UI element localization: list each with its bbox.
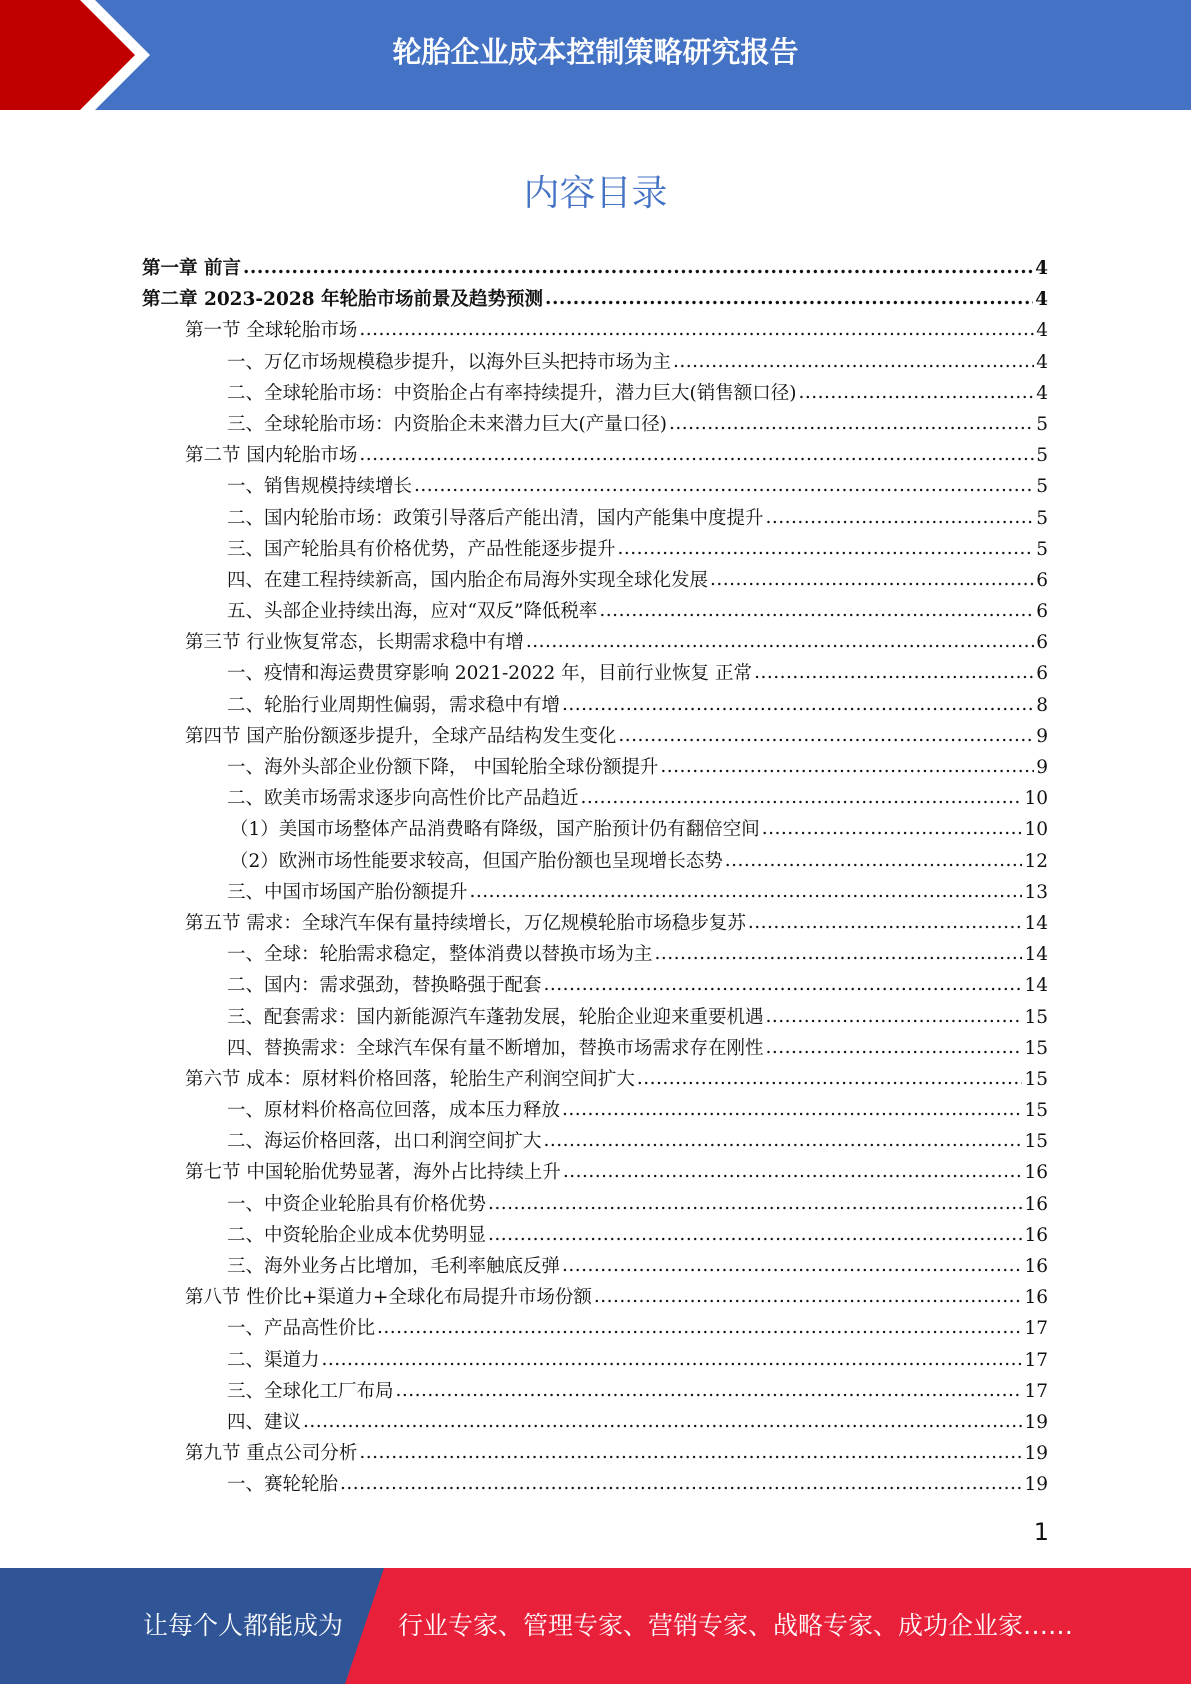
toc-entry[interactable] (142, 658, 1048, 689)
toc-entry-page: 15 (1024, 1006, 1048, 1028)
toc-entry-page: 16 (1024, 1287, 1048, 1309)
toc-entry-title: 五、头部企业持续出海，应对“双反”降低税率 (227, 601, 598, 623)
toc-leader-dots (637, 1063, 1023, 1094)
toc-leader-dots (243, 252, 1033, 283)
toc-entry[interactable] (142, 315, 1048, 346)
toc-leader-dots (660, 751, 1034, 782)
toc-entry-title: 二、国内：需求强劲，替换略强于配套 (227, 975, 542, 997)
toc-leader-dots (414, 470, 1034, 501)
toc-leader-dots (562, 689, 1034, 720)
toc-entry-page: 6 (1036, 663, 1048, 685)
toc-entry-page: 4 (1035, 258, 1048, 279)
toc-entry-page: 10 (1024, 788, 1048, 810)
toc-entry-page: 19 (1024, 1474, 1048, 1496)
toc-leader-dots (303, 1406, 1022, 1437)
footer-slogan-left: 让每个人都能成为 (143, 1611, 344, 1640)
toc-entry[interactable] (142, 1251, 1048, 1282)
toc-entry-title: 一、产品高性价比 (227, 1318, 376, 1340)
toc-leader-dots (488, 1219, 1022, 1250)
toc-entry-page: 17 (1024, 1380, 1048, 1402)
toc-entry-title: 第二节 国内轮胎市场 (185, 445, 358, 467)
toc-entry-page: 4 (1035, 289, 1048, 311)
toc-entry-page: 8 (1036, 694, 1048, 716)
toc-entry-title: 一、原材料价格高位回落，成本压力释放 (227, 1100, 561, 1122)
toc-entry-title: （2）欧洲市场性能要求较高，但国产胎份额也呈现增长态势 (230, 850, 723, 872)
toc-entry[interactable] (142, 939, 1048, 970)
toc-entry[interactable] (142, 783, 1048, 814)
toc-leader-dots (618, 720, 1034, 751)
toc-entry-title: 三、全球轮胎市场：内资胎企未来潜力巨大(产量口径) (227, 413, 667, 435)
toc-leader-dots (599, 595, 1034, 626)
toc-entry-page: 12 (1024, 850, 1048, 872)
toc-entry[interactable] (142, 1345, 1048, 1376)
toc-entry-title: 一、销售规模持续增长 (227, 476, 413, 498)
toc-entry-page: 19 (1024, 1411, 1048, 1433)
toc-entry-page: 16 (1024, 1193, 1048, 1215)
toc-entry-page: 14 (1024, 975, 1048, 997)
toc-entry-title: 三、配套需求：国内新能源汽车蓬勃发展，轮胎企业迎来重要机遇 (227, 1006, 764, 1028)
toc-entry-title: 二、全球轮胎市场：中资胎企占有率持续提升，潜力巨大(销售额口径) (227, 382, 797, 404)
toc-entry-page: 16 (1024, 1256, 1048, 1277)
toc-leader-dots (359, 439, 1034, 470)
toc-leader-dots (618, 533, 1035, 564)
toc-leader-dots (655, 938, 1023, 969)
toc-entry[interactable] (142, 970, 1048, 1001)
toc-entry-page: 9 (1036, 725, 1048, 747)
toc-entry-title: 二、渠道力 (227, 1349, 320, 1371)
toc-entry-page: 6 (1036, 601, 1048, 623)
toc-leader-dots (581, 782, 1023, 813)
toc-entry[interactable] (142, 284, 1048, 315)
toc-leader-dots (762, 813, 1023, 844)
toc-entry[interactable] (142, 253, 1048, 284)
toc-entry-page: 4 (1036, 351, 1048, 373)
toc-leader-dots (359, 314, 1034, 345)
toc-entry[interactable] (142, 1220, 1048, 1251)
toc-entry-page: 5 (1036, 476, 1048, 498)
toc-leader-dots (798, 377, 1034, 408)
toc-entry-page: 17 (1024, 1318, 1048, 1340)
toc-leader-dots (545, 283, 1033, 314)
toc-entry-title: 四、在建工程持续新高，国内胎企布局海外实现全球化发展 (227, 569, 709, 591)
toc-entry-title: 第二章 2023-2028 年轮胎市场前景及趋势预测 (142, 289, 544, 311)
toc-entry[interactable] (142, 846, 1048, 877)
toc-leader-dots (766, 502, 1035, 533)
toc-entry[interactable] (142, 596, 1048, 627)
toc-entry-page: 5 (1036, 413, 1048, 435)
toc-entry-title: 第五节 需求：全球汽车保有量持续增长，万亿规模轮胎市场稳步复苏 (185, 912, 746, 934)
toc-entry[interactable] (142, 1126, 1048, 1157)
toc-entry[interactable] (142, 1313, 1048, 1344)
toc-entry-title: 第九节 重点公司分析 (185, 1443, 358, 1465)
toc-heading: 内容目录 (523, 173, 668, 214)
toc-entry[interactable] (142, 1282, 1048, 1313)
toc-entry-title: 第八节 性价比+渠道力+全球化布局提升市场份额 (185, 1287, 592, 1309)
toc-entry[interactable] (142, 690, 1048, 721)
toc-leader-dots (766, 1001, 1023, 1032)
toc-entry[interactable] (142, 1095, 1048, 1126)
toc-leader-dots (544, 969, 1023, 1000)
toc-entry-page: 14 (1024, 912, 1048, 934)
toc-entry-page: 6 (1036, 632, 1048, 654)
toc-leader-dots (562, 1094, 1022, 1125)
toc-entry-title: 四、建议 (227, 1411, 302, 1433)
toc-entry-page: 4 (1036, 382, 1048, 404)
toc-entry-page: 16 (1024, 1224, 1048, 1246)
toc-entry-title: 二、国内轮胎市场：政策引导落后产能出清，国内产能集中度提升 (227, 507, 764, 529)
toc-entry[interactable] (142, 1033, 1048, 1064)
toc-leader-dots (669, 408, 1034, 439)
toc-entry[interactable] (142, 1438, 1048, 1469)
toc-entry[interactable] (142, 565, 1048, 596)
toc-entry[interactable] (142, 1469, 1048, 1500)
toc-entry-page: 19 (1024, 1443, 1048, 1465)
toc-entry-title: 第七节 中国轮胎优势显著，海外占比持续上升 (185, 1162, 561, 1184)
toc-entry-title: 二、轮胎行业周期性偏弱，需求稳中有增 (227, 694, 561, 716)
toc-leader-dots (673, 346, 1034, 377)
toc-entry[interactable] (142, 534, 1048, 565)
toc-leader-dots (562, 1250, 1022, 1281)
toc-entry-title: 一、疫情和海运费贯穿影响 2021-2022 年，目前行业恢复 正常 (227, 663, 753, 685)
toc-leader-dots (766, 1032, 1023, 1063)
toc-entry[interactable] (142, 627, 1048, 658)
toc-entry-page: 14 (1024, 944, 1048, 966)
toc-entry[interactable] (142, 814, 1048, 845)
toc-leader-dots (725, 845, 1023, 876)
toc-leader-dots (470, 876, 1023, 907)
toc-entry-page: 5 (1036, 445, 1048, 467)
toc-entry[interactable] (142, 440, 1048, 471)
toc-entry-page: 15 (1024, 1100, 1048, 1122)
page-number: 1 (1033, 1518, 1049, 1546)
toc-entry[interactable] (142, 721, 1048, 752)
toc-entry-title: （1）美国市场整体产品消费略有降级，国产胎预计仍有翻倍空间 (230, 819, 760, 841)
toc-leader-dots (377, 1312, 1022, 1343)
toc-entry-page: 10 (1024, 819, 1048, 841)
toc-entry-page: 6 (1036, 569, 1048, 591)
toc-entry-title: 第三节 行业恢复常态，长期需求稳中有增 (185, 632, 524, 654)
toc-entry-page: 9 (1036, 757, 1048, 778)
toc-leader-dots (322, 1344, 1023, 1375)
table-of-contents (142, 253, 1048, 1501)
report-header (0, 0, 1191, 110)
toc-entry-page: 5 (1036, 507, 1048, 529)
toc-leader-dots (488, 1188, 1022, 1219)
toc-entry-title: 三、国产轮胎具有价格优势，产品性能逐步提升 (227, 538, 616, 560)
toc-entry-page: 15 (1024, 1068, 1048, 1090)
toc-leader-dots (594, 1281, 1023, 1312)
toc-entry[interactable] (142, 1064, 1048, 1095)
toc-entry-title: 第四节 国产胎份额逐步提升，全球产品结构发生变化 (185, 725, 617, 747)
toc-entry[interactable] (142, 1189, 1048, 1220)
toc-leader-dots (340, 1468, 1022, 1499)
toc-entry-title: 三、中国市场国产胎份额提升 (227, 881, 468, 903)
toc-entry[interactable] (142, 1407, 1048, 1438)
toc-entry[interactable] (142, 503, 1048, 534)
toc-entry-title: 三、全球化工厂布局 (227, 1380, 394, 1402)
toc-entry[interactable] (142, 409, 1048, 440)
toc-entry[interactable] (142, 347, 1048, 378)
toc-leader-dots (396, 1375, 1023, 1406)
toc-entry[interactable] (142, 877, 1048, 908)
toc-entry-title: 一、海外头部企业份额下降， 中国轮胎全球份额提升 (227, 757, 659, 778)
toc-entry-title: 第一节 全球轮胎市场 (185, 320, 358, 342)
toc-leader-dots (526, 626, 1034, 657)
footer-slogan-right: 行业专家、管理专家、营销专家、战略专家、成功企业家…… (398, 1611, 1074, 1640)
toc-entry-page: 17 (1024, 1349, 1048, 1371)
report-title: 轮胎企业成本控制策略研究报告 (392, 35, 799, 69)
toc-entry-title: 一、中资企业轮胎具有价格优势 (227, 1193, 487, 1215)
toc-entry-page: 16 (1024, 1162, 1048, 1184)
toc-leader-dots (544, 1125, 1023, 1156)
toc-entry[interactable] (142, 471, 1048, 502)
report-footer (0, 1568, 1191, 1684)
toc-entry[interactable] (142, 908, 1048, 939)
toc-entry-title: 一、全球：轮胎需求稳定，整体消费以替换市场为主 (227, 944, 653, 966)
toc-leader-dots (359, 1437, 1022, 1468)
toc-entry-title: 一、万亿市场规模稳步提升，以海外巨头把持市场为主 (227, 351, 672, 373)
toc-entry-title: 一、赛轮轮胎 (227, 1474, 339, 1496)
toc-leader-dots (748, 907, 1023, 938)
toc-entry-title: 二、欧美市场需求逐步向高性价比产品趋近 (227, 788, 579, 810)
toc-entry-title: 三、海外业务占比增加，毛利率触底反弹 (227, 1256, 561, 1277)
toc-entry-title: 四、替换需求：全球汽车保有量不断增加，替换市场需求存在刚性 (227, 1037, 764, 1059)
toc-entry[interactable] (142, 378, 1048, 409)
toc-entry-page: 15 (1024, 1131, 1048, 1153)
toc-entry[interactable] (142, 752, 1048, 783)
toc-entry-page: 5 (1036, 538, 1048, 560)
toc-entry-title: 二、中资轮胎企业成本优势明显 (227, 1224, 487, 1246)
toc-entry-page: 13 (1024, 881, 1048, 903)
toc-leader-dots (754, 657, 1034, 688)
toc-entry[interactable] (142, 1376, 1048, 1407)
toc-entry[interactable] (142, 1157, 1048, 1188)
toc-entry[interactable] (142, 1002, 1048, 1033)
toc-entry-title: 第六节 成本：原材料价格回落，轮胎生产利润空间扩大 (185, 1068, 635, 1090)
toc-entry-page: 4 (1036, 320, 1048, 342)
toc-entry-title: 第一章 前言 (142, 258, 241, 279)
toc-entry-page: 15 (1024, 1037, 1048, 1059)
toc-leader-dots (710, 564, 1034, 595)
toc-entry-title: 二、海运价格回落，出口利润空间扩大 (227, 1131, 542, 1153)
toc-leader-dots (563, 1156, 1023, 1187)
